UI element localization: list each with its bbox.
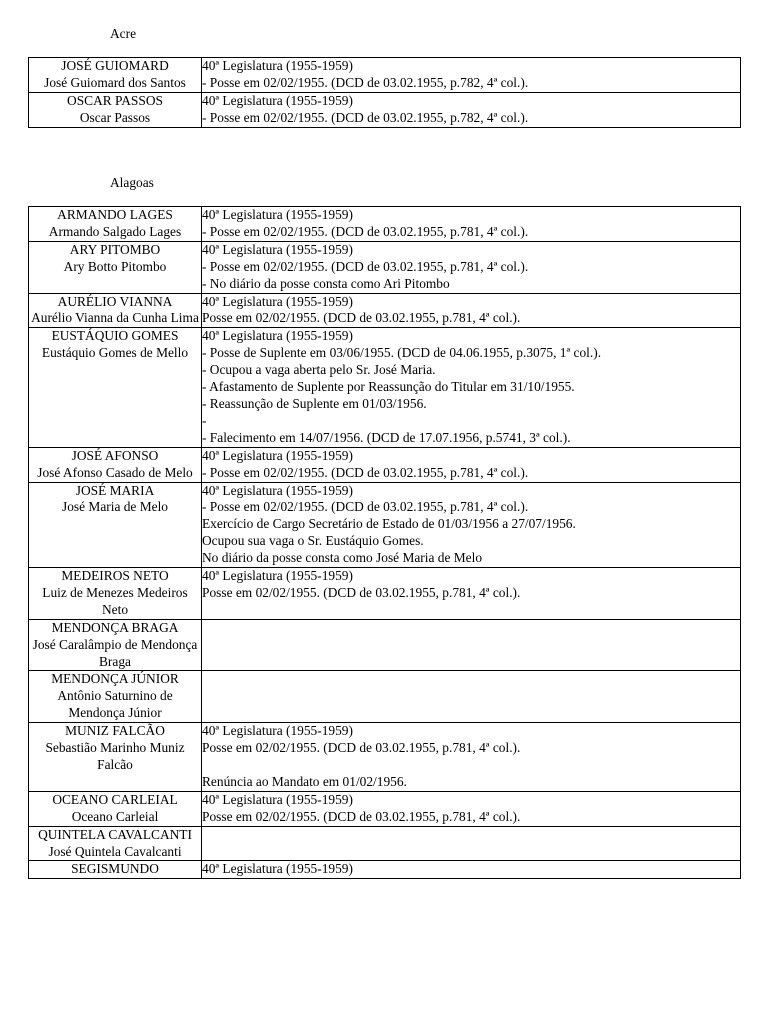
deputy-name-cell	[29, 861, 202, 879]
mandate-info-line: 40ª Legislatura (1955-1959)	[202, 447, 353, 463]
mandate-info-cell	[202, 671, 741, 723]
deputy-short-name: OCEANO CARLEIAL	[52, 791, 178, 807]
mandate-info-cell	[202, 861, 741, 879]
mandate-info-line: - Posse em 02/02/1955. (DCD de 03.02.1955, p.781, 4ª col.).	[202, 258, 529, 274]
deputy-full-name: Armando Salgado Lages	[48, 223, 182, 239]
deputy-row	[29, 619, 741, 671]
deputy-row	[29, 671, 741, 723]
mandate-info-cell	[202, 328, 741, 447]
deputy-row	[29, 328, 741, 447]
mandate-info-cell	[202, 58, 741, 93]
deputy-name-cell	[29, 58, 202, 93]
mandate-info-cell	[202, 482, 741, 568]
mandate-info-line: - Posse em 02/02/1955. (DCD de 03.02.1955, p.781, 4ª col.).	[202, 223, 529, 239]
deputy-row	[29, 293, 741, 328]
deputy-name-cell	[29, 482, 202, 568]
mandate-info-line: - Posse em 02/02/1955. (DCD de 03.02.1955, p.782, 4ª col.).	[202, 109, 529, 125]
mandate-info-line: Exercício de Cargo Secretário de Estado de 01/03/1956 a 27/07/1956.	[202, 516, 576, 532]
deputy-row	[29, 447, 741, 482]
deputy-short-name: MUNIZ FALCÃO	[65, 723, 165, 739]
mandate-info-line: 40ª Legislatura (1955-1959)	[202, 241, 353, 257]
deputy-name-cell	[29, 826, 202, 861]
deputy-short-name: SEGISMUNDO	[71, 861, 159, 877]
mandate-info-cell	[202, 791, 741, 826]
mandate-info-line: Ocupou sua vaga o Sr. Eustáquio Gomes.	[202, 533, 424, 549]
deputies-table-alagoas	[28, 206, 741, 879]
deputy-name-cell	[29, 723, 202, 792]
deputy-row	[29, 568, 741, 620]
mandate-info-line: 40ª Legislatura (1955-1959)	[202, 58, 353, 73]
deputy-short-name: AURÉLIO VIANNA	[57, 293, 173, 309]
mandate-info-line: Posse em 02/02/1955. (DCD de 03.02.1955, p.781, 4ª col.).	[202, 808, 521, 824]
mandate-info-cell	[202, 241, 741, 293]
state-title-alagoas: Alagoas	[110, 175, 154, 190]
deputy-row	[29, 58, 741, 93]
deputy-short-name: MENDONÇA BRAGA	[51, 619, 179, 635]
mandate-info-line: 40ª Legislatura (1955-1959)	[202, 328, 353, 344]
mandate-info-cell	[202, 619, 741, 671]
mandate-info-line: Posse em 02/02/1955. (DCD de 03.02.1955, p.781, 4ª col.).	[202, 310, 521, 326]
deputy-name-cell	[29, 447, 202, 482]
deputy-full-name: Antônio Saturnino de Mendonça Júnior	[57, 688, 173, 721]
deputy-short-name: OSCAR PASSOS	[67, 92, 163, 108]
mandate-info-line: 40ª Legislatura (1955-1959)	[202, 207, 353, 222]
deputy-full-name: José Caralâmpio de Mendonça Braga	[32, 636, 198, 669]
deputy-row	[29, 207, 741, 242]
mandate-info-cell	[202, 826, 741, 861]
deputy-short-name: EUSTÁQUIO GOMES	[51, 328, 179, 344]
mandate-info-line: - Falecimento em 14/07/1956. (DCD de 17.07.1956, p.5741, 3ª col.).	[202, 429, 571, 445]
deputy-full-name: José Guiomard dos Santos	[44, 74, 186, 90]
mandate-info-line: 40ª Legislatura (1955-1959)	[202, 482, 353, 498]
mandate-info-line: - Posse em 02/02/1955. (DCD de 03.02.1955, p.781, 4ª col.).	[202, 499, 529, 515]
mandate-info-cell	[202, 207, 741, 242]
deputy-full-name: Ary Botto Pitombo	[63, 258, 167, 274]
deputy-full-name: José Quintela Cavalcanti	[48, 843, 182, 859]
deputy-name-cell	[29, 791, 202, 826]
mandate-info-line: Posse em 02/02/1955. (DCD de 03.02.1955, p.781, 4ª col.).	[202, 740, 521, 756]
deputy-short-name: QUINTELA CAVALCANTI	[38, 826, 192, 842]
deputy-row	[29, 723, 741, 792]
deputy-short-name: ARY PITOMBO	[69, 241, 161, 257]
deputy-full-name: José Afonso Casado de Melo	[37, 464, 193, 480]
deputy-row	[29, 861, 741, 879]
mandate-info-line: -	[202, 412, 207, 428]
mandate-info-line: - Posse de Suplente em 03/06/1955. (DCD de 04.06.1955, p.3075, 1ª col.).	[202, 345, 602, 361]
mandate-info-line: No diário da posse consta como José Maria de Melo	[202, 550, 483, 566]
mandate-info-line: 40ª Legislatura (1955-1959)	[202, 723, 353, 739]
deputy-name-cell	[29, 328, 202, 447]
deputy-full-name: Sebastião Marinho Muniz Falcão	[45, 740, 185, 772]
deputy-row	[29, 826, 741, 861]
mandate-info-cell	[202, 92, 741, 127]
deputy-name-cell	[29, 241, 202, 293]
deputy-row	[29, 92, 741, 127]
mandate-info-line: - Ocupou a vaga aberta pelo Sr. José Maria.	[202, 362, 436, 378]
deputy-full-name: Oceano Carleial	[71, 808, 159, 824]
deputy-short-name: JOSÉ MARIA	[75, 482, 155, 498]
mandate-info-line: - No diário da posse consta como Ari Pitombo	[202, 275, 450, 291]
mandate-info-line: - Reassunção de Suplente em 01/03/1956.	[202, 395, 427, 411]
mandate-info-line: 40ª Legislatura (1955-1959)	[202, 791, 353, 807]
mandate-info-line: 40ª Legislatura (1955-1959)	[202, 293, 353, 309]
deputy-name-cell	[29, 568, 202, 620]
deputies-table-acre	[28, 57, 741, 128]
mandate-info-line: Posse em 02/02/1955. (DCD de 03.02.1955, p.781, 4ª col.).	[202, 584, 521, 600]
deputy-short-name: MEDEIROS NETO	[61, 568, 169, 584]
deputy-short-name: JOSÉ AFONSO	[71, 447, 159, 463]
deputy-full-name: Aurélio Vianna da Cunha Lima	[31, 310, 199, 326]
deputy-row	[29, 241, 741, 293]
deputy-full-name: Luiz de Menezes Medeiros Neto	[42, 584, 188, 617]
mandate-info-line: Renúncia ao Mandato em 01/02/1956.	[202, 773, 407, 789]
deputy-full-name: José Maria de Melo	[62, 499, 168, 515]
deputy-name-cell	[29, 92, 202, 127]
mandate-info-cell	[202, 723, 741, 792]
mandate-info-cell	[202, 447, 741, 482]
mandate-info-cell	[202, 293, 741, 328]
deputy-name-cell	[29, 293, 202, 328]
mandate-info-line: - Posse em 02/02/1955. (DCD de 03.02.1955, p.781, 4ª col.).	[202, 464, 529, 480]
deputy-short-name: ARMANDO LAGES	[57, 207, 173, 222]
deputy-full-name: Oscar Passos	[79, 109, 151, 125]
deputy-name-cell	[29, 619, 202, 671]
mandate-info-line: - Posse em 02/02/1955. (DCD de 03.02.1955, p.782, 4ª col.).	[202, 74, 529, 90]
deputy-row	[29, 482, 741, 568]
deputy-row	[29, 791, 741, 826]
deputy-name-cell	[29, 671, 202, 723]
state-title-acre: Acre	[110, 26, 137, 41]
mandate-info-line: 40ª Legislatura (1955-1959)	[202, 861, 353, 877]
deputy-full-name: Eustáquio Gomes de Mello	[41, 345, 189, 361]
deputy-name-cell	[29, 207, 202, 242]
mandate-info-line: 40ª Legislatura (1955-1959)	[202, 568, 353, 584]
mandate-info-cell	[202, 568, 741, 620]
mandate-info-line: 40ª Legislatura (1955-1959)	[202, 92, 353, 108]
mandate-blank-line	[202, 757, 740, 774]
mandate-info-line: - Afastamento de Suplente por Reassunção do Titular em 31/10/1955.	[202, 379, 575, 395]
deputy-short-name: JOSÉ GUIOMARD	[61, 58, 169, 73]
deputy-short-name: MENDONÇA JÚNIOR	[51, 671, 179, 687]
